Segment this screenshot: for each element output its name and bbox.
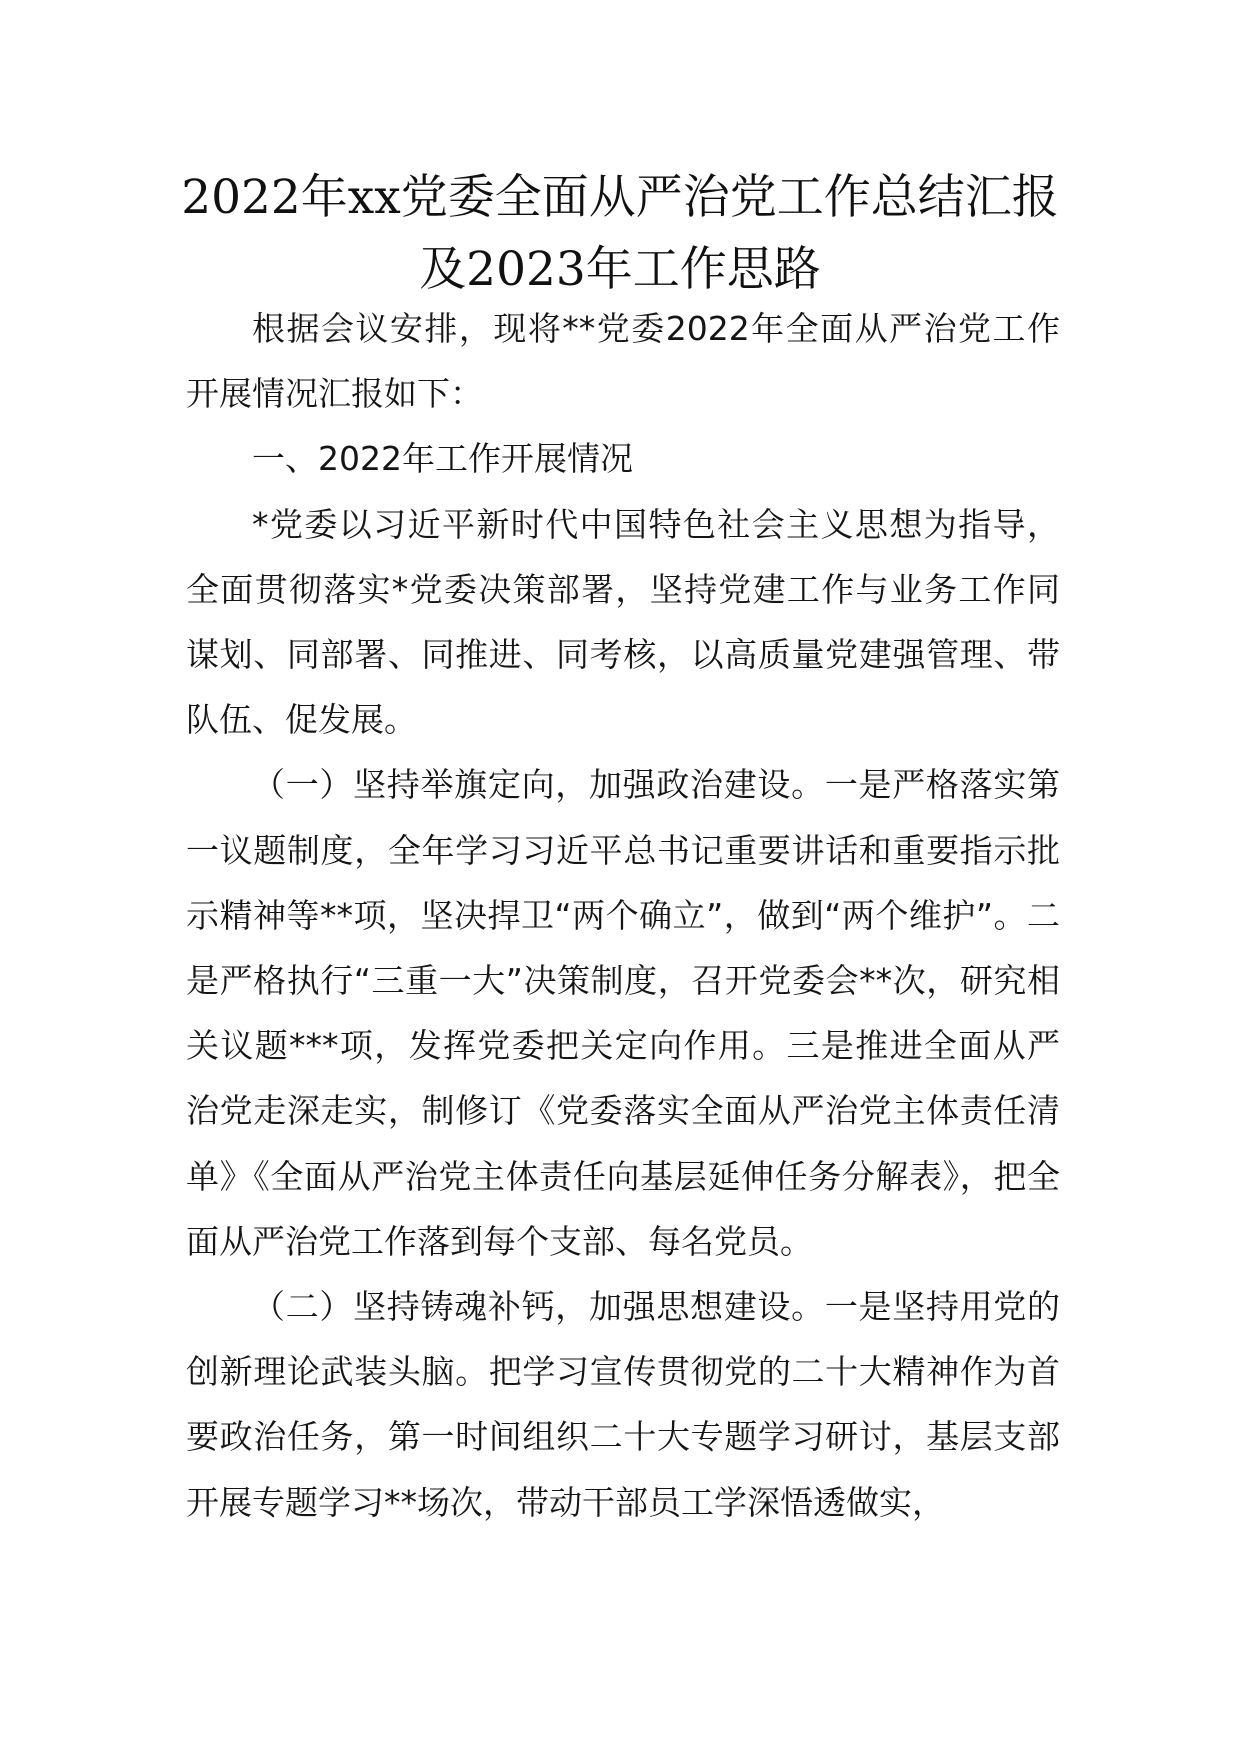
- paragraph-intro: 根据会议安排，现将**党委2022年全面从严治党工作开展情况汇报如下：: [186, 309, 1060, 414]
- title-line-1: 2022年xx党委全面从严治党工作总结汇报: [181, 170, 1059, 225]
- document-body: [186, 296, 1060, 1535]
- paragraph-political-building: （一）坚持举旗定向，加强政治建设。一是严格落实第一议题制度，全年学习习近平总书记重要讲话和重要指示批示精神等**项，坚决捍卫“两个确立”，做到“两个维护”。二是严格执行“三重一大”决策制度，召开党委会**次，研究相关议题***项，发挥党委把关定向作用。三是推进全面从严治党走深走实，制修订《党委落实全面从严治党主体责任清单》《全面从严治党主体责任向基层延伸任务分解表》，把全面从严治党工作落到每个支部、每名党员。: [186, 765, 1060, 1261]
- paragraph-ideological-building: （二）坚持铸魂补钙，加强思想建设。一是坚持用党的创新理论武装头脑。把学习宣传贯彻党的二十大精神作为首要政治任务，第一时间组织二十大专题学习研讨，基层支部开展专题学习**场次，带动干部员工学深悟透做实，: [186, 1287, 1060, 1522]
- section-heading-1: 一、2022年工作开展情况: [252, 439, 633, 479]
- paragraph-overview: *党委以习近平新时代中国特色社会主义思想为指导，全面贯彻落实*党委决策部署，坚持党建工作与业务工作同谋划、同部署、同推进、同考核，以高质量党建强管理、带队伍、促发展。: [186, 504, 1060, 740]
- title-line-2: 及2023年工作思路: [419, 242, 821, 297]
- document-title: [150, 162, 1090, 306]
